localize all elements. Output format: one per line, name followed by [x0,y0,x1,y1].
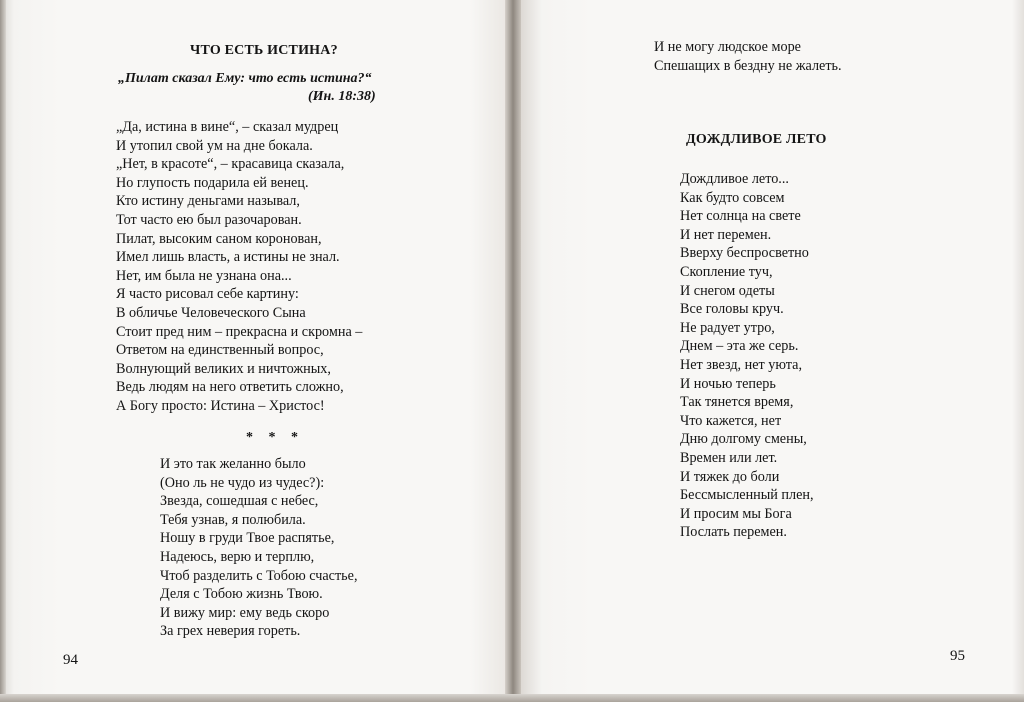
verse-line: Но глупость подарила ей венец. [116,174,309,191]
poem-title-rainy-summer: ДОЖДЛИВОЕ ЛЕТО [686,132,827,147]
page-bottom-edge [0,694,1024,702]
verse-line: А Богу просто: Истина – Христос! [116,397,325,414]
poem-title-what-is-truth: ЧТО ЕСТЬ ИСТИНА? [190,43,338,58]
verse-line: Что кажется, нет [680,412,782,429]
verse-line: И это так желанно было [160,456,306,472]
verse-line: Кто истину деньгами называл, [116,193,300,210]
verse-line: Я часто рисовал себе картину: [116,286,299,303]
verse-line: Послать перемен. [680,524,787,541]
epigraph-reference: (Ин. 18:38) [308,89,376,104]
verse-line: Скопление туч, [680,263,773,280]
verse-line: Тот часто ею был разочарован. [116,211,302,228]
verse-line: Спешащих в бездну не жалеть. [654,57,842,74]
verse-line: И ночью теперь [680,375,776,392]
right-page [512,0,1024,702]
verse-line: Имел лишь власть, а истины не знал. [116,249,340,266]
verse-line: Все головы круч. [680,301,784,318]
verse-line: Пилат, высоким саном коронован, [116,230,322,247]
poem-what-is-truth [116,118,362,416]
verse-line: Ношу в груди Твое распятье, [160,530,335,547]
verse-line: Не радует утро, [680,319,775,336]
verse-line: И утопил свой ум на дне бокала. [116,137,313,154]
verse-line: За грех неверия гореть. [160,623,301,640]
poem-rainy-summer [680,170,814,542]
verse-line: „Нет, в красоте“, – красавица сказала, [116,156,345,173]
verse-line: Волнующий великих и ничтожных, [116,360,331,377]
verse-line: Дождливое лето... [680,171,789,187]
verse-line: Чтоб разделить с Тобою счастье, [160,567,358,584]
verse-line: Нет солнца на свете [680,208,801,225]
section-separator: * * * [246,430,304,445]
book-spine-gutter [505,0,521,702]
verse-line: Бессмысленный плен, [680,487,814,504]
page-edge [0,0,6,702]
verse-line: (Оно ль не чудо из чудес?): [160,474,325,491]
verse-line: Днем – эта же серь. [680,338,799,355]
verse-line: Нет, им была не узнана она... [116,267,292,284]
verse-line: И не могу людское море [654,39,801,55]
epigraph-text: „Пилат сказал Ему: что есть истина?“ [118,71,372,86]
verse-line: И тяжек до боли [680,468,780,485]
verse-line: Дню долгому смены, [680,431,807,448]
verse-line: Звезда, сошедшая с небес, [160,493,319,510]
verse-line: И просим мы Бога [680,505,792,522]
verse-line: И снегом одеты [680,282,775,299]
verse-line: Деля с Тобою жизнь Твою. [160,586,323,603]
page-number: 95 [950,648,965,664]
verse-line: Надеюсь, верю и терплю, [160,548,315,565]
poem-continuation [654,38,842,75]
verse-line: Нет звезд, нет уюта, [680,356,802,373]
verse-line: Так тянется время, [680,394,794,411]
poem-untitled [160,455,358,641]
verse-line: И нет перемен. [680,226,772,243]
verse-line: И вижу мир: ему ведь скоро [160,604,330,621]
verse-line: „Да, истина в вине“, – сказал мудрец [116,119,339,135]
verse-line: Тебя узнав, я полюбила. [160,511,306,528]
verse-line: В обличье Человеческого Сына [116,304,306,321]
verse-line: Стоит пред ним – прекрасна и скромна – [116,323,363,340]
verse-line: Времен или лет. [680,449,778,466]
verse-line: Вверху беспросветно [680,245,809,262]
verse-line: Ответом на единственный вопрос, [116,342,324,359]
verse-line: Ведь людям на него ответить сложно, [116,379,344,396]
page-number: 94 [63,652,78,668]
verse-line: Как будто совсем [680,189,785,206]
